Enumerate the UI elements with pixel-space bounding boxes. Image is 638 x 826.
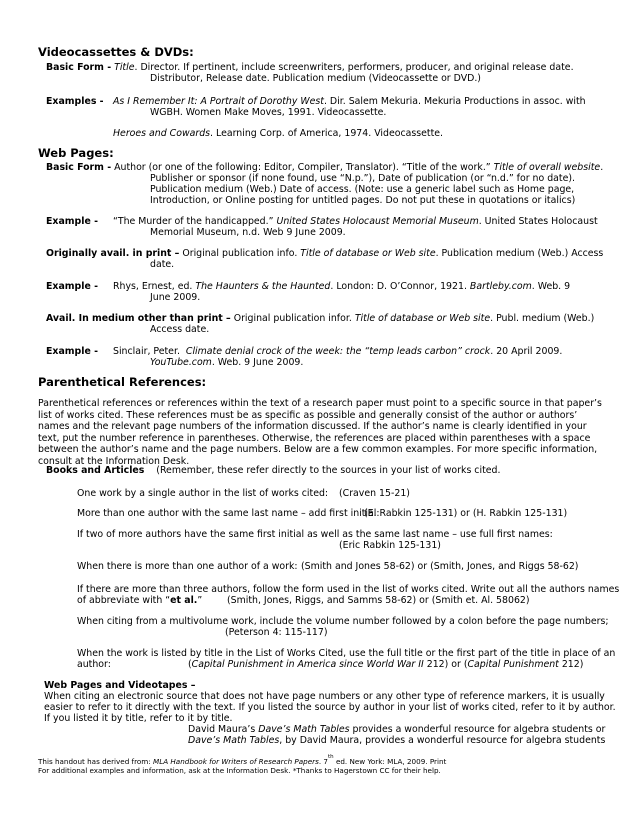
web-example3-label: Example - xyxy=(46,346,98,357)
rule-by-title-example: (Capital Punishment in America since World War II 212) or (Capital Punishment 212) xyxy=(188,659,584,670)
web-medium-line1: Avail. In medium other than print – Original publication infor. Title of database or Web site. Publ. medium (Web.) xyxy=(46,313,595,324)
web-videotapes-line2: easier to refer to it directly with the text. If you listed the source by author in your list of works cited, refer to it by author. xyxy=(44,702,616,713)
rule-single-author-example: (Craven 15-21) xyxy=(339,488,410,499)
video-basic-form-line2: Distributor, Release date. Publication medium (Videocassette or DVD.) xyxy=(150,73,481,84)
rule-more-than-three-line2: of abbreviate with “et al.” xyxy=(77,595,203,606)
web-example1-label: Example - xyxy=(46,216,98,227)
web-videotapes-label: Web Pages and Videotapes – xyxy=(44,680,196,691)
web-print-line2: date. xyxy=(150,259,175,270)
rule-more-than-three-line1: If there are more than three authors, follow the form used in the list of works cited. Write out all the authors names xyxy=(77,584,620,595)
rule-single-author: One work by a single author in the list of works cited: xyxy=(77,488,329,499)
parenthetical-intro: Parenthetical references or references within the text of a research paper must point to a specific source in that paper’s list of works cited. These references must be as specific as possible and generally consist of the author or authors’ names and the relevant page numbers of the information discussed. If the author’s name is clearly identified in your text, put the number reference in parentheses. Otherwise, the references are placed within parentheses with a space between the author’s name and the page numbers. Below are a few common examples. For more specific information, consult at the Information Desk. xyxy=(38,398,602,467)
rule-multiple-authors-example: (Smith and Jones 58-62) or (Smith, Jones, and Riggs 58-62) xyxy=(301,561,579,572)
rule-same-initial-example: (Eric Rabkin 125-131) xyxy=(339,540,441,551)
rule-same-initial: If two of more authors have the same first initial as well as the same last name – use full first names: xyxy=(77,529,553,540)
web-videotapes-line3: If you listed it by title, refer to it by title. xyxy=(44,713,233,724)
web-basic-form-line3: Publication medium (Web.) Date of access. (Note: use a generic label such as Home page, xyxy=(150,184,575,195)
web-basic-form-line4: Introduction, or Online posting for untitled pages. Do not put these in quotations or italics) xyxy=(150,195,576,206)
rule-same-last-name: More than one author with the same last name – add first initial: xyxy=(77,508,380,519)
web-example1-line1: “The Murder of the handicapped.” United States Holocaust Memorial Museum. United States Holocaust xyxy=(113,216,598,227)
rule-more-than-three-example: (Smith, Jones, Riggs, and Samms 58-62) or (Smith et. Al. 58062) xyxy=(227,595,530,606)
section-heading-web: Web Pages: xyxy=(38,146,114,160)
rule-multiple-authors: When there is more than one author of a work: xyxy=(77,561,298,572)
video-basic-form-line1: Basic Form - Title. Director. If pertinent, include screenwriters, performers, producer, and original release date. xyxy=(46,62,574,73)
web-example2-line1: Rhys, Ernest, ed. The Haunters & the Haunted. London: D. O’Connor, 1921. Bartleby.com. Web. 9 xyxy=(113,281,571,292)
web-basic-form-line1: Basic Form - Author (or one of the following: Editor, Compiler, Translator). “Title of the work.” Title of overall website. xyxy=(46,162,604,173)
web-example2-line2: June 2009. xyxy=(150,292,201,303)
web-example1-line2: Memorial Museum, n.d. Web 9 June 2009. xyxy=(150,227,346,238)
video-example1-line1: As I Remember It: A Portrait of Dorothy West. Dir. Salem Mekuria. Mekuria Productions in assoc. with xyxy=(113,96,586,107)
video-example1-line2: WGBH. Women Make Moves, 1991. Videocassette. xyxy=(150,107,387,118)
books-articles-line: Books and Articles (Remember, these refer directly to the sources in your list of works cited. xyxy=(46,465,501,476)
rule-multivolume: When citing from a multivolume work, include the volume number followed by a colon before the page numbers; xyxy=(77,616,609,627)
web-example3-line2: YouTube.com. Web. 9 June 2009. xyxy=(150,357,304,368)
footer-help: For additional examples and information, ask at the Information Desk. *Thanks to Hagerstown CC for their help. xyxy=(38,766,441,775)
web-basic-form-line2: Publisher or sponsor (if none found, use “N.p.”), Date of publication (or “n.d.” for no date). xyxy=(150,173,575,184)
section-heading-video: Videocassettes & DVDs: xyxy=(38,45,194,59)
rule-same-last-name-example: (E. Rabkin 125-131) or (H. Rabkin 125-131) xyxy=(364,508,568,519)
rule-multivolume-example: (Peterson 4: 115-117) xyxy=(225,627,328,638)
web-example2-label: Example - xyxy=(46,281,98,292)
video-example2: Heroes and Cowards. Learning Corp. of America, 1974. Videocassette. xyxy=(113,128,444,139)
footer-source: This handout has derived from: MLA Handbook for Writers of Research Papers. 7th ed. New York: MLA, 2009. Print xyxy=(38,754,447,766)
web-videotapes-example2: Dave’s Math Tables, by David Maura, provides a wonderful resource for algebra students xyxy=(188,735,606,746)
web-example3-line1: Sinclair, Peter. Climate denial crock of the week: the “temp leads carbon” crock. 20 April 2009. xyxy=(113,346,563,357)
rule-by-title-line2: author: xyxy=(77,659,111,670)
web-medium-line2: Access date. xyxy=(150,324,210,335)
web-print-line1: Originally avail. in print – Original publication info. Title of database or Web site. Publication medium (Web.) Access xyxy=(46,248,604,259)
web-videotapes-line1: When citing an electronic source that does not have page numbers or any other type of reference markers, it is usually xyxy=(44,691,605,702)
rule-by-title-line1: When the work is listed by title in the List of Works Cited, use the full title or the first part of the title in place of an xyxy=(77,648,616,659)
section-heading-parenthetical: Parenthetical References: xyxy=(38,375,207,389)
video-examples-label: Examples - xyxy=(46,96,104,107)
web-videotapes-example1: David Maura’s Dave’s Math Tables provides a wonderful resource for algebra students or xyxy=(188,724,606,735)
